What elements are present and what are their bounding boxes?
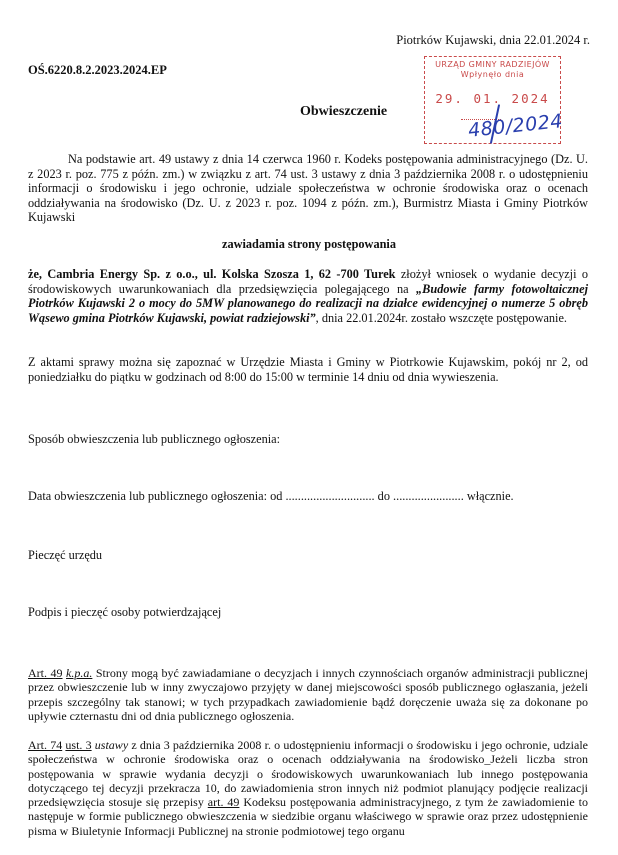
footnote-art-74 <box>28 738 588 838</box>
publication-date-label: Data obwieszczenia lub publicznego ogłoszenia: od ............................. do ....................... włącznie. <box>28 489 514 503</box>
case-reference-number: OŚ.6220.8.2.2023.2024.EP <box>28 63 167 77</box>
publication-method-label: Sposób obwieszczenia lub publicznego ogłoszenia: <box>28 432 281 446</box>
art-49-reference: Art. 49 <box>28 666 63 680</box>
handwritten-registry-number: 480/2024 <box>467 110 564 142</box>
intro-paragraph: Na podstawie art. 49 ustawy z dnia 14 czerwca 1960 r. Kodeks postępowania administracyjnego (Dz. U. z 2023 r. poz. 775 z późn. zm.) w związku z art. 74 ust. 3 ustawy z dnia 3 października 2008 r. o udostępnieniu informacji o środowisku i jego ochronie, udziale społeczeństwa w ochronie środowiska oraz o ocenach oddziaływania na środowisko (Dz. U. z 2023 r. poz. 1094 z późn. zm.), Burmistrz Miasta i Gminy Piotrków Kujawski <box>28 152 588 225</box>
main-text-1: złożył wniosek o wydanie decyzji o środowiskowych uwarunkowaniach dla przedsięwzięcia polegającego na <box>28 267 589 296</box>
ust-3-reference: ust. 3 <box>65 738 92 752</box>
stamp-received-label: Wpłynęło dnia <box>460 70 525 79</box>
stamp-office-name: URZĄD GMINY RADZIEJÓW <box>435 60 550 69</box>
notice-heading: zawiadamia strony postępowania <box>222 237 396 251</box>
main-paragraph <box>28 267 588 325</box>
art-74-text-2: Kodeksu postępowania administracyjnego, z tym że zawiadomienie to następuje w formie publicznego obwieszczenia w siedzibie organu właściwego w sprawie oraz przez udostępnienie pisma w Biuletynie Informacji Publicznej na stronie podmiotowej tego organu <box>28 795 588 838</box>
project-name: „Budowie farmy fotowoltaicznej Piotrków Kujawski 2 o mocy do 5MW planowanego do realizacji na działce ewidencyjnej o numerze 5 obręb Wąsewo gmina Piotrków Kujawski, powiat radziejowski” <box>28 281 589 325</box>
art-49-text: Strony mogą być zawiadamiane o decyzjach i innych czynnościach organów administracji publicznej przez obwieszczenie lub w inny zwyczajowo przyjęty w danej miejscowości sposób publicznego ogłaszania, jeżeli przepis szczególny tak stanowi; w tych przypadkach zawiadomienie bądź doręczenie uważa się za dokonane po upływie czternastu dni od dnia publicznego ogłoszenia. <box>28 666 589 723</box>
office-seal-label: Pieczęć urzędu <box>28 548 103 562</box>
art-74-text-1: z dnia 3 października 2008 r. o udostępnieniu informacji o środowisku i jego ochronie, udziale społeczeństwa w ochronie środowiska oraz o ocenach oddziaływania na środowisko_Jeżeli liczba stron postępowania w sprawie wydania decyzji o środowiskowych uwarunkowaniach lub innego postępowania dotyczącego tej decyzji przekracza 10, do zawiadomienia stron innych niż podmiot planujący podjęcie realizacji przedsięwzięcia stosuje się przepisy <box>28 738 588 810</box>
document-title: Obwieszczenie <box>300 104 388 119</box>
footnote-art-49 <box>28 666 588 723</box>
stamp-date: 29. 01. 2024 <box>435 91 550 106</box>
art-49-link: art. 49 <box>207 795 240 810</box>
case-files-paragraph: Z aktami sprawy można się zapoznać w Urzędzie Miasta i Gminy w Piotrkowie Kujawskim, pokój nr 2, od poniedziałku do piątku w godzinach od 8:00 do 15:00 w terminie 14 dniu od dnia wywieszenia. <box>28 355 588 384</box>
signature-label: Podpis i pieczęć osoby potwierdzającej <box>28 605 222 619</box>
art-74-reference: Art. 74 <box>28 738 63 752</box>
kpa-reference: k.p.a. <box>66 666 93 680</box>
ustawy-word: ustawy <box>91 738 129 752</box>
applicant-company: że, Cambria Energy Sp. z o.o., ul. Kolska Szosza 1, 62 -700 Turek <box>28 267 396 281</box>
place-and-date: Piotrków Kujawski, dnia 22.01.2024 r. <box>396 33 590 47</box>
main-text-2: , dnia 22.01.2024r. zostało wszczęte postępowanie. <box>315 310 568 325</box>
